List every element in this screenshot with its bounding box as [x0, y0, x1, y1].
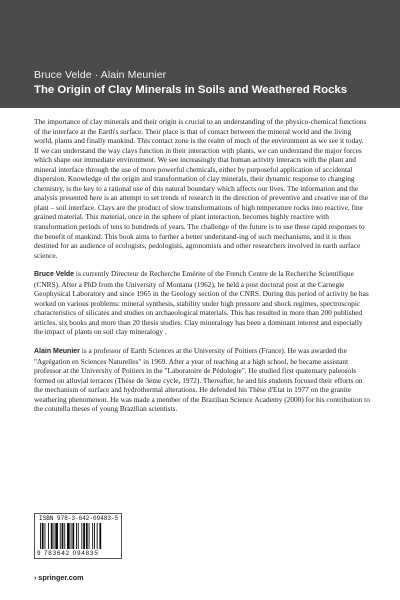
barcode-block	[34, 513, 122, 559]
barcode-icon	[40, 523, 116, 549]
bio-text: is a professor of Earth Sciences at the University of Poitiers (France). He was awarded the "Agrégation en Sciences Naturelles" in 1969. After a year of teaching at a high school, he became assistant professor at the University of Poitiers in the "Laboratoire de Pédologie". He studied first quaternary paleosols formed on alluvial terraces (Thèse de 3eme cycle, 1972). Thereafter, he and his students focused their efforts on the mechanism of surface and hydrothermal alterations. He defended his Thèse d'Etat in 1977 on the granite weathering phenomenon. He was made a member of the Brazilian Science Academy (2000) for his contribution to the cotutella theses of young Brazilian scientists.	[34, 346, 370, 414]
isbn-label: ISBN 978-3-642-09483-5	[39, 515, 119, 522]
publisher-link[interactable]: › springer.com	[34, 573, 84, 582]
book-title: The Origin of Clay Minerals in Soils and Weathered Rocks	[34, 84, 348, 96]
author-bio-meunier	[34, 346, 370, 414]
author-name: Alain Meunier	[34, 348, 80, 356]
bio-text: is currently Directeur de Recherche Emérite of the French Centre de la Recherche Scientifique (CNRS). After a PhD from the University of Montana (1962), he held a post doctoral post at the Carnegie Geophysical Laboratory and since 1965 in the Geology section of the CNRS. During this period of activity he has worked on various problems: mineral synthesis, stability under high pressure and shock regimes, spectroscopic characteristics of silicates and studies on archaeological materials. This has resulted in more than 200 published articles, six books and more than 20 thesis studies. Clay mineralogy has been a dominant interest and especially the impact of plants on soil clay mineralogy .	[34, 269, 369, 337]
barcode-digits: 9 783642 094835	[37, 550, 99, 557]
author-bio-velde	[34, 269, 370, 337]
author-name: Bruce Velde	[34, 271, 75, 279]
header-band	[0, 0, 400, 108]
cover-text	[34, 117, 370, 423]
authors: Bruce Velde · Alain Meunier	[34, 69, 167, 81]
book-description: The importance of clay minerals and their origin is crucial to an understanding of the physico-chemical functions of the interface at the Earth's surface. Their place is that of contact between the mineral world and the living world, plants and finally mankind. This contact zone is the realm of much of the environment as we see it today. If we can understand the way clays function in their interaction with plants, we can understand the major forces which shape our immediate environment. We see increasingly that human activity interacts with the plant and mineral interface through the use of more powerful chemicals, either by purposeful application of accidental dispersion. Knowledge of the origin and transformation of clay minerals, their dynamic response to changing chemistry, is the key to a rational use of this natural boundary which affects our lives. The information and the analysis presented here is an attempt to set trends of research in the direction of preventive and creative use of the plant – soil interface. Clays are the product of slow transformations of high temperature rocks into reactive, fine grained material. This material, once in the sphere of plant interaction, becomes highly reactive with transformation periods of tens to hundreds of years. The challenge of the future is to use these rapid responses to the benefit of mankind. This book aims to further a better understand-ing of such mechanisms, and it is thus destined for an audience of ecologists, pedologists, agronomists and other researchers involved in earth surface science.	[34, 117, 369, 260]
